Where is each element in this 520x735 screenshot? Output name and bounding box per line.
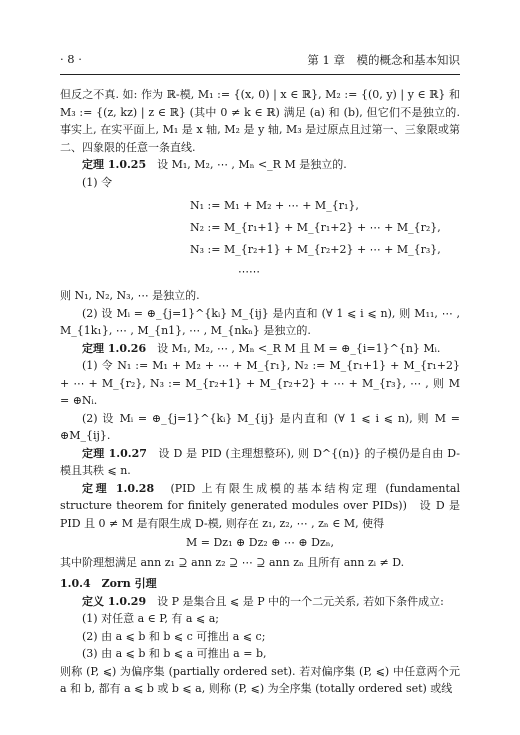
definition-item-2: (2) 由 a ⩽ b 和 b ⩽ c 可推出 a ⩽ c; bbox=[82, 629, 266, 643]
chapter-title: 第 1 章 模的概念和基本知识 bbox=[307, 53, 460, 67]
theorem-item-1: (1) 令 N₁ := M₁ + M₂ + ⋯ + M_{r₁}, N₂ := M_{r₁+1} + M_{r₁+2} + ⋯ + M_{r₂}, N₃ := M_{r₂+1} + M_{r₂+2} + ⋯ + M_{r₃}, ⋯ , 则 M = ⊕Nᵢ. bbox=[60, 359, 460, 407]
theorem-text: (PID 上有限生成模的基本结构定理 (fundamental structure theorem for finitely generated modules over PIDs)) 设 D 是 PID 且 0 ≠ M 是有限生成 D-模, 则存在 z₁, z₂, ⋯ , zₙ ∈ M, 使得 bbox=[60, 481, 461, 530]
definition-1-0-29 bbox=[60, 593, 460, 611]
definition-conclusion: 则称 (P, ⩽) 为偏序集 (partially ordered set). 若对偏序集 (P, ⩽) 中任意两个元 a 和 b, 都有 a ⩽ b 或 b ⩽ a, 则称 (P, ⩽) 为全序集 (totally ordered set) 或线 bbox=[60, 664, 460, 695]
equation-n1: N₁ := M₁ + M₂ + ⋯ + M_{r₁}, bbox=[190, 199, 359, 212]
header-rule bbox=[60, 74, 460, 75]
definition-text: 设 P 是集合且 ⩽ 是 P 中的一个二元关系, 若如下条件成立: bbox=[157, 594, 444, 608]
theorem-item-2: (2) 设 Mᵢ = ⊕_{j=1}^{kᵢ} M_{ij} 是内直和 (∀ 1 ⩽ i ⩽ n), 则 M = ⊕M_{ij}. bbox=[60, 411, 460, 442]
theorem-item-2: (2) 设 Mᵢ = ⊕_{j=1}^{kᵢ} M_{ij} 是内直和 (∀ 1 ⩽ i ⩽ n), 则 M₁₁, ⋯ , M_{1k₁}, ⋯ , M_{n1}, ⋯ , M_{nkₙ} 是独立的. bbox=[60, 306, 460, 337]
page-body bbox=[60, 86, 460, 698]
section-heading: 1.0.4 Zorn 引理 bbox=[60, 577, 157, 590]
equation-n3: N₃ := M_{r₂+1} + M_{r₂+2} + ⋯ + M_{r₃}, bbox=[190, 243, 441, 256]
equation-direct-sum: M = Dz₁ ⊕ Dz₂ ⊕ ⋯ ⊕ Dzₙ, bbox=[185, 536, 335, 549]
theorem-label: 定理 1.0.28 bbox=[82, 481, 155, 495]
theorem-item-1: (1) 令 bbox=[82, 175, 113, 189]
definition-item-1: (1) 对任意 a ∈ P, 有 a ⩽ a; bbox=[82, 612, 219, 625]
equation-n2: N₂ := M_{r₁+1} + M_{r₁+2} + ⋯ + M_{r₂}, bbox=[190, 221, 441, 234]
definition-item-3: (3) 由 a ⩽ b 和 b ⩽ a 可推出 a = b, bbox=[82, 647, 267, 660]
theorem-1-0-25 bbox=[60, 156, 460, 174]
theorem-text: 设 D 是 PID (主理想整环), 则 D^{(n)} 的子模仍是自由 D-模且其秩 ⩽ n. bbox=[60, 446, 460, 477]
theorem-1-0-27 bbox=[60, 445, 460, 480]
page-number: · 8 · bbox=[60, 52, 82, 66]
paragraph-intro: 但反之不真. 如: 作为 ℝ-模, M₁ := {(x, 0) | x ∈ ℝ}, M₂ := {(0, y) | y ∈ ℝ} 和 M₃ := {(z, kz) | z ∈ ℝ} (其中 0 ≠ k ∈ ℝ) 满足 (a) 和 (b), 但它们不是独立的. 事实上, 在实平面上, M₁ 是 x 轴, M₂ 是 y 轴, M₃ 是过原点且过第一、三象限或第二、四象限的任意一条直线. bbox=[60, 88, 460, 154]
theorem-text: 设 M₁, M₂, ⋯ , Mₙ <_R M 是独立的. bbox=[157, 158, 347, 171]
theorem-label: 定理 1.0.26 bbox=[82, 341, 147, 355]
theorem-text: 设 M₁, M₂, ⋯ , Mₙ <_R M 且 M = ⊕_{i=1}^{n} Mᵢ. bbox=[157, 341, 441, 355]
theorem-conclusion: 其中阶理想满足 ann z₁ ⊇ ann z₂ ⊇ ⋯ ⊇ ann zₙ 且所有 ann zᵢ ≠ D. bbox=[60, 555, 405, 569]
theorem-label: 定理 1.0.25 bbox=[82, 158, 147, 171]
theorem-1-0-28 bbox=[60, 480, 460, 533]
running-header bbox=[60, 52, 460, 70]
theorem-1-0-26 bbox=[60, 340, 460, 358]
definition-label: 定义 1.0.29 bbox=[82, 594, 147, 608]
theorem-conclusion: 则 N₁, N₂, N₃, ⋯ 是独立的. bbox=[60, 289, 200, 302]
theorem-label: 定理 1.0.27 bbox=[82, 446, 147, 460]
equation-block bbox=[60, 195, 460, 283]
equation-ellipsis: ⋯⋯ bbox=[238, 265, 260, 278]
